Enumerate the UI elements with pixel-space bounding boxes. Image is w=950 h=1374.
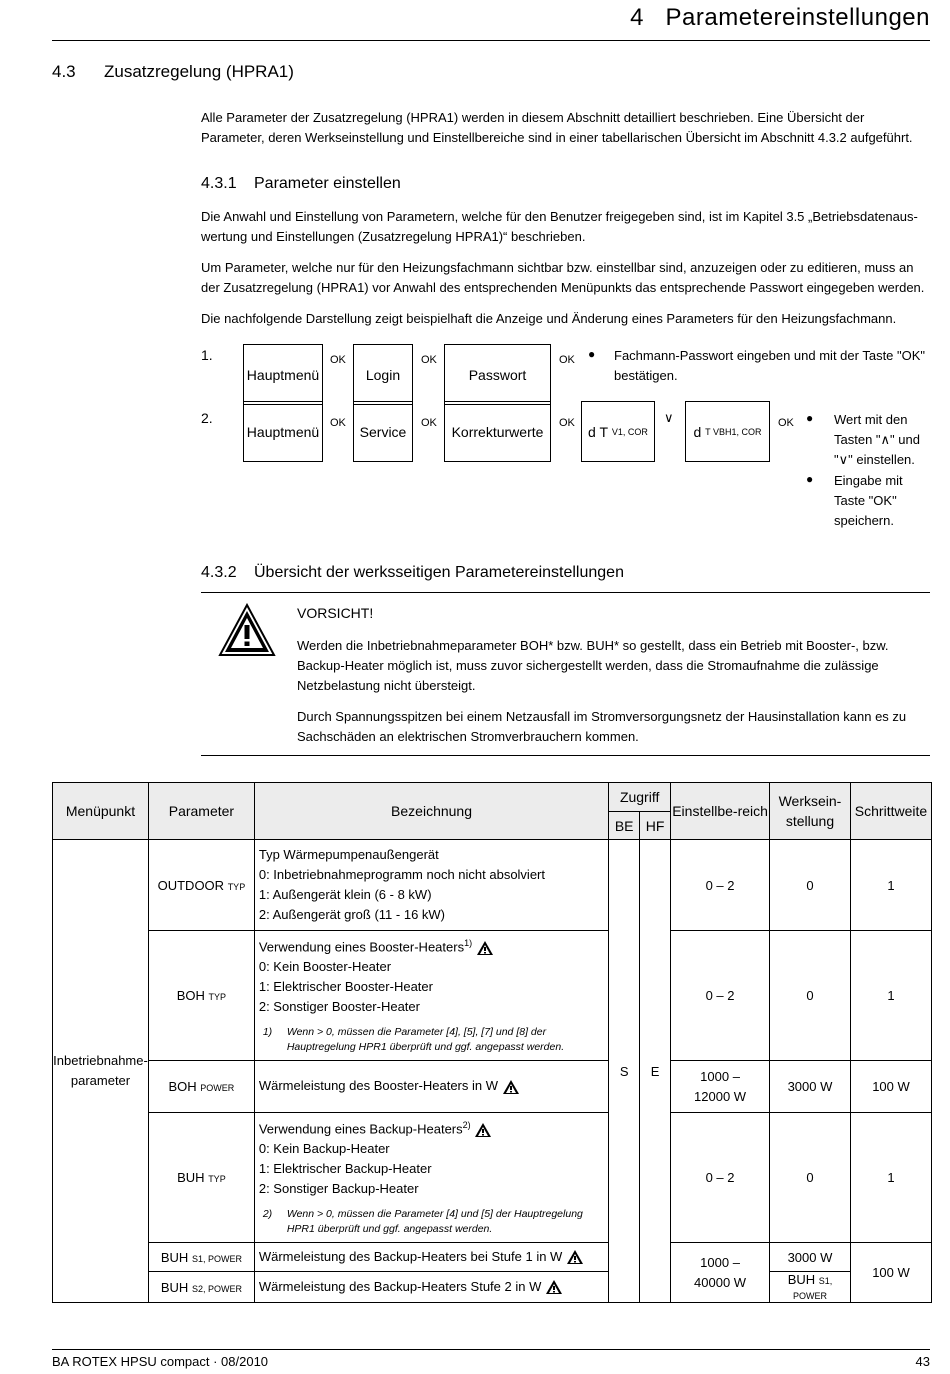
- flow2-ok-3: OK: [559, 417, 575, 429]
- warning-text-1: Werden die Inbetriebnahmeparameter BOH* bzw. BUH* so gestellt, dass ein Betrieb mit Booster-, bzw. Backup-Heater möglich ist, muss zuvor sichergestellt werden, dass die Stromaufnahme die zulässige Netzbelastung nicht übersteigt.: [297, 638, 889, 693]
- flow1-bullet: Fachmann-Passwort eingeben und mit der Taste "OK" bestätigen.: [614, 348, 926, 383]
- subsection-heading-2: [201, 564, 624, 582]
- desc-line: Verwendung eines Booster-Heaters: [258, 939, 465, 955]
- param-sub: S1, POWER: [191, 1253, 242, 1264]
- footnote: [259, 1207, 608, 1237]
- desc-line: 1: Außengerät klein (6 - 8 kW): [258, 887, 432, 902]
- subsection-number-2: 4.3.2: [201, 564, 237, 581]
- table-row: [53, 931, 932, 1061]
- param-sub: POWER: [200, 1083, 235, 1093]
- flow2-bullet1: Wert mit den Tasten "∧" und "∨" einstellen.: [834, 412, 920, 467]
- table-row: [53, 1243, 932, 1272]
- desc-cell: [254, 1113, 608, 1243]
- flow1-ok-3: OK: [559, 354, 575, 366]
- col-factory: Werksein-stellung: [770, 783, 851, 840]
- footnote-ref: 1): [464, 938, 473, 948]
- flow1-ok-2: OK: [421, 354, 437, 366]
- warning-small-icon: [566, 1249, 584, 1265]
- col-access-hf: HF: [640, 812, 671, 840]
- subsection-title-2: Übersicht der werksseitigen Parametereinstellungen: [254, 564, 624, 581]
- step-cell: 1: [850, 931, 931, 1061]
- footnote-text: Wenn > 0, müssen die Parameter [4], [5], [7] und [8] der Hauptregelung HPR1 überprüft und ggf. angepasst werden.: [286, 1026, 565, 1054]
- table-row: [53, 840, 932, 931]
- range-cell: 0 – 2: [671, 931, 770, 1061]
- subsection-heading-1: [201, 175, 401, 193]
- flow2-ok-4: OK: [778, 417, 794, 429]
- param-name: BOH: [176, 988, 205, 1003]
- flow2-index: 2.: [201, 410, 213, 426]
- desc-line: 1: Elektrischer Backup-Heater: [258, 1161, 432, 1177]
- param-cell: [148, 840, 254, 931]
- desc-line: 1: Elektrischer Booster-Heater: [258, 979, 433, 995]
- warning-icon: [218, 603, 276, 657]
- param-name: BUH: [160, 1249, 189, 1265]
- factory-ref-sub: S1, POWER: [792, 1276, 833, 1301]
- step-cell: 100 W: [850, 1061, 931, 1113]
- col-access-be: BE: [609, 812, 640, 840]
- warning-small-icon: [502, 1079, 520, 1095]
- flow2-down-arrow: ∨: [664, 410, 674, 425]
- access-be-value: S: [609, 840, 640, 1303]
- desc-cell: [254, 1243, 608, 1272]
- flow1-box-passwort: Passwort: [444, 344, 551, 405]
- desc-cell: [254, 840, 608, 931]
- flow2-ok-1: OK: [330, 417, 346, 429]
- paragraph-3: Die nachfolgende Darstellung zeigt beispielhaft die Anzeige und Änderung eines Parameters für den Heizungsfachmann.: [201, 311, 897, 326]
- desc-cell: [254, 1272, 608, 1303]
- flow1-box-hauptmenu: Hauptmenü: [243, 344, 323, 405]
- range-cell: 0 – 2: [671, 1113, 770, 1243]
- paragraph-2: Um Parameter, welche nur für den Heizungsfachmann sichtbar bzw. einstellbar sind, anzuzeigen oder zu editieren, muss an der Zusatzregelung (HPRA1) vor Anwahl des entsprechenden Menüpunkts das entsprechende Passwort eingegeben werden.: [201, 260, 925, 295]
- param-sub: TYP: [208, 992, 227, 1002]
- footnote-ref: 2): [462, 1120, 471, 1130]
- desc-line: 2: Sonstiger Backup-Heater: [258, 1181, 419, 1197]
- table-row: [53, 1061, 932, 1113]
- desc-cell: [254, 1061, 608, 1113]
- factory-ref-name: BUH: [787, 1272, 816, 1287]
- col-step: Schrittweite: [850, 783, 931, 840]
- flow2-box4-sub: V1, COR: [611, 426, 648, 437]
- param-cell: [148, 1061, 254, 1113]
- section-number: 4.3: [52, 62, 76, 81]
- access-hf-value: E: [640, 840, 671, 1303]
- menu-label: Inbetriebnahme-parameter: [53, 840, 149, 1303]
- header-rule: [52, 40, 930, 41]
- flow2-box-service: Service: [353, 401, 413, 462]
- paragraph-1: Die Anwahl und Einstellung von Parametern, welche für den Benutzer freigegeben sind, ist im Kapitel 3.5 „Betriebsdatenaus-wertung und Einstellungen (Zusatzregelung HPRA1)“ beschrieben.: [201, 209, 918, 244]
- warning-small-icon: [476, 940, 494, 956]
- subsection-number-1: 4.3.1: [201, 175, 237, 192]
- flow1-bullet-dot: ●: [588, 347, 596, 361]
- param-name: OUTDOOR: [157, 877, 225, 893]
- param-sub: TYP: [208, 1174, 226, 1184]
- warning-small-icon: [545, 1279, 563, 1295]
- desc-line: 2: Sonstiger Booster-Heater: [258, 999, 420, 1015]
- step-cell: 1: [850, 1113, 931, 1243]
- desc-line: Wärmeleistung des Backup-Heaters bei Stufe 1 in W: [258, 1248, 563, 1264]
- footnote-mark: 1): [262, 1026, 273, 1039]
- param-sub: S2, POWER: [191, 1283, 242, 1294]
- warning-top-rule: [201, 592, 930, 593]
- flow1-ok-1: OK: [330, 354, 346, 366]
- range-cell: 0 – 2: [671, 840, 770, 931]
- factory-cell: 0: [770, 931, 851, 1061]
- col-param: Parameter: [148, 783, 254, 840]
- footnote-text: Wenn > 0, müssen die Parameter [4] und [5] der Hauptregelung HPR1 überprüft und ggf. angepasst werden.: [286, 1208, 583, 1236]
- desc-line: 0: Inbetriebnahmeprogramm noch nicht absolviert: [258, 867, 545, 882]
- table-row: [53, 1113, 932, 1243]
- desc-line-with-warning: [259, 1115, 608, 1139]
- param-cell: [148, 931, 254, 1061]
- flow2-box4-main: d T: [588, 423, 609, 440]
- page-number: 43: [915, 1354, 930, 1369]
- section-heading: [52, 62, 294, 82]
- flow2-ok-2: OK: [421, 417, 437, 429]
- step-cell: 1: [850, 840, 931, 931]
- col-range: Einstellbe-reich: [671, 783, 770, 840]
- flow2-bullet1-dot: ●: [806, 411, 814, 425]
- warning-title: VORSICHT!: [297, 605, 374, 621]
- desc-line: Wärmeleistung des Booster-Heaters in W: [258, 1078, 498, 1094]
- factory-cell: 0: [770, 1113, 851, 1243]
- footnote: [259, 1025, 608, 1055]
- footer-doc-id: BA ROTEX HPSU compact · 08/2010: [52, 1354, 269, 1369]
- desc-line-with-warning: [259, 933, 608, 957]
- col-menu: Menüpunkt: [53, 783, 149, 840]
- flow2-box-hauptmenu: Hauptmenü: [243, 401, 323, 462]
- flow2-box-korrekturwerte: Korrekturwerte: [444, 401, 551, 462]
- intro-paragraph: Alle Parameter der Zusatzregelung (HPRA1) werden in diesem Abschnitt detailliert beschrieben. Eine Übersicht der Parameter, deren Werkseinstellung und Einstellbereiche sind in einer tabellarischen Übersicht im Abschnitt 4.3.2 aufgeführt.: [201, 110, 913, 145]
- chapter-number: 4: [630, 4, 644, 31]
- col-access: Zugriff: [609, 783, 671, 812]
- footnote-mark: 2): [262, 1208, 273, 1221]
- desc-line: 2: Außengerät groß (11 - 16 kW): [258, 907, 446, 922]
- warning-small-icon: [474, 1122, 492, 1138]
- footer-rule: [52, 1349, 930, 1350]
- flow2-box-dt-v1: [581, 401, 655, 462]
- flow2-bullet2: Eingabe mit Taste "OK" speichern.: [834, 473, 903, 528]
- parameter-table: [52, 782, 932, 1303]
- param-cell: [148, 1113, 254, 1243]
- param-name: BUH: [177, 1170, 205, 1185]
- desc-line: Typ Wärmepumpenaußengerät: [258, 847, 439, 862]
- factory-cell: 3000 W: [770, 1243, 851, 1272]
- flow2-bullet2-dot: ●: [806, 472, 814, 486]
- step-cell: 100 W: [850, 1243, 931, 1303]
- desc-line: Wärmeleistung des Backup-Heaters Stufe 2 in W: [258, 1278, 542, 1294]
- param-name: BUH: [160, 1279, 189, 1295]
- factory-cell: 0: [770, 840, 851, 931]
- param-sub: TYP: [227, 881, 246, 892]
- flow1-index: 1.: [201, 347, 213, 363]
- table-row: [53, 1272, 932, 1303]
- desc-line: 0: Kein Backup-Heater: [258, 1141, 390, 1157]
- factory-cell: [770, 1272, 851, 1303]
- desc-line: Verwendung eines Backup-Heaters: [258, 1121, 463, 1137]
- factory-cell: 3000 W: [770, 1061, 851, 1113]
- flow2-box-dt-vbh1: [685, 401, 770, 462]
- warning-bottom-rule: [201, 755, 930, 756]
- desc-cell: [254, 931, 608, 1061]
- range-cell: 1000 – 12000 W: [671, 1061, 770, 1113]
- flow2-box5-sub: T VBH1, COR: [705, 426, 762, 437]
- param-cell: [148, 1243, 254, 1272]
- warning-text-2: Durch Spannungsspitzen bei einem Netzausfall im Stromversorgungsnetz der Hausinstallation kann es zu Sachschäden an elektrischen Stromverbrauchern kommen.: [297, 709, 907, 744]
- chapter-title: Parametereinstellungen: [665, 4, 930, 31]
- range-cell: 1000 – 40000 W: [671, 1243, 770, 1303]
- desc-line: 0: Kein Booster-Heater: [258, 959, 392, 975]
- subsection-title-1: Parameter einstellen: [254, 175, 401, 192]
- param-cell: [148, 1272, 254, 1303]
- col-desc: Bezeichnung: [254, 783, 608, 840]
- section-title: Zusatzregelung (HPRA1): [104, 62, 294, 81]
- flow2-box5-main: d: [693, 423, 702, 440]
- chapter-heading: [630, 4, 930, 32]
- param-name: BOH: [168, 1079, 197, 1094]
- flow1-box-login: Login: [353, 344, 413, 405]
